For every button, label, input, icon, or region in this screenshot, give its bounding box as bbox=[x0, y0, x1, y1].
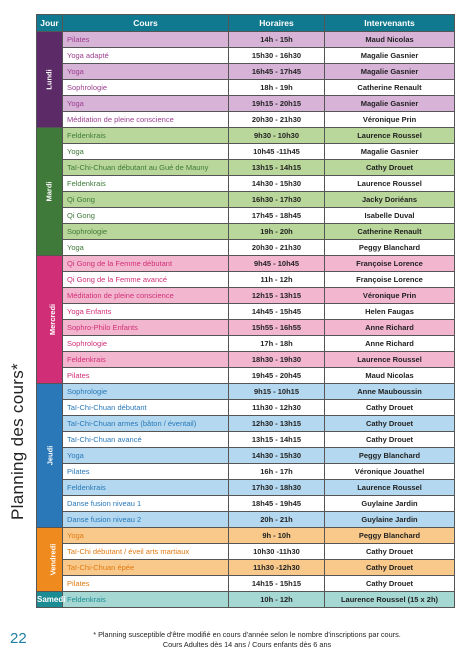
table-row bbox=[37, 384, 455, 400]
day-cell-mardi bbox=[37, 128, 63, 256]
course-teacher: Laurence Roussel bbox=[325, 480, 455, 496]
course-teacher: Magalie Gasnier bbox=[325, 96, 455, 112]
course-time: 9h15 - 10h15 bbox=[229, 384, 325, 400]
course-name: Pilates bbox=[63, 464, 229, 480]
course-name: Feldenkrais bbox=[63, 176, 229, 192]
header-horaires: Horaires bbox=[229, 15, 325, 32]
table-row bbox=[37, 48, 455, 64]
course-teacher: Laurence Roussel (15 x 2h) bbox=[325, 592, 455, 608]
course-time: 13h15 - 14h15 bbox=[229, 432, 325, 448]
course-time: 19h - 20h bbox=[229, 224, 325, 240]
course-teacher: Véronique Jouathel bbox=[325, 464, 455, 480]
course-name: Taï-Chi-Chuan épée bbox=[63, 560, 229, 576]
course-name: Qi Gong bbox=[63, 208, 229, 224]
course-teacher: Guylaine Jardin bbox=[325, 512, 455, 528]
course-teacher: Peggy Blanchard bbox=[325, 448, 455, 464]
table-row bbox=[37, 112, 455, 128]
footnote-line-2: Cours Adultes dès 14 ans / Cours enfants dès 6 ans bbox=[162, 640, 332, 649]
schedule-body bbox=[37, 32, 455, 608]
table-row bbox=[37, 560, 455, 576]
course-time: 10h45 -11h45 bbox=[229, 144, 325, 160]
course-name: Feldenkrais bbox=[63, 480, 229, 496]
course-teacher: Laurence Roussel bbox=[325, 176, 455, 192]
course-time: 18h45 - 19h45 bbox=[229, 496, 325, 512]
course-time: 17h - 18h bbox=[229, 336, 325, 352]
table-row bbox=[37, 416, 455, 432]
page-number: 22 bbox=[10, 630, 27, 647]
course-time: 20h30 - 21h30 bbox=[229, 112, 325, 128]
course-time: 17h30 - 18h30 bbox=[229, 480, 325, 496]
course-name: Yoga bbox=[63, 448, 229, 464]
course-teacher: Peggy Blanchard bbox=[325, 240, 455, 256]
header-intervenants: Intervenants bbox=[325, 15, 455, 32]
course-time: 10h30 -11h30 bbox=[229, 544, 325, 560]
course-name: Qi Gong de la Femme débutant bbox=[63, 256, 229, 272]
course-teacher: Magalie Gasnier bbox=[325, 48, 455, 64]
day-cell-mercredi bbox=[37, 256, 63, 384]
course-teacher: Cathy Drouet bbox=[325, 432, 455, 448]
course-teacher: Anne Richard bbox=[325, 336, 455, 352]
table-row bbox=[37, 272, 455, 288]
table-row bbox=[37, 256, 455, 272]
course-name: Feldenkrais bbox=[63, 128, 229, 144]
table-row bbox=[37, 464, 455, 480]
course-name: Sophrologie bbox=[63, 224, 229, 240]
course-name: Pilates bbox=[63, 368, 229, 384]
course-teacher: Laurence Roussel bbox=[325, 352, 455, 368]
course-name: Sophrologie bbox=[63, 80, 229, 96]
table-row bbox=[37, 320, 455, 336]
course-time: 14h30 - 15h30 bbox=[229, 176, 325, 192]
course-teacher: Cathy Drouet bbox=[325, 416, 455, 432]
table-row bbox=[37, 368, 455, 384]
course-teacher: Cathy Drouet bbox=[325, 400, 455, 416]
course-name: Yoga bbox=[63, 528, 229, 544]
course-time: 12h30 - 13h15 bbox=[229, 416, 325, 432]
course-name: Yoga bbox=[63, 240, 229, 256]
course-teacher: Cathy Drouet bbox=[325, 160, 455, 176]
course-name: Yoga adapté bbox=[63, 48, 229, 64]
course-name: Qi Gong de la Femme avancé bbox=[63, 272, 229, 288]
table-row bbox=[37, 128, 455, 144]
table-row bbox=[37, 496, 455, 512]
course-time: 11h - 12h bbox=[229, 272, 325, 288]
table-row bbox=[37, 96, 455, 112]
schedule-table bbox=[36, 14, 455, 608]
course-time: 9h - 10h bbox=[229, 528, 325, 544]
table-row bbox=[37, 352, 455, 368]
day-label: Mardi bbox=[44, 181, 54, 202]
table-row bbox=[37, 64, 455, 80]
table-row bbox=[37, 304, 455, 320]
course-name: Sophrologie bbox=[63, 336, 229, 352]
course-teacher: Peggy Blanchard bbox=[325, 528, 455, 544]
course-time: 15h30 - 16h30 bbox=[229, 48, 325, 64]
course-teacher: Véronique Prin bbox=[325, 288, 455, 304]
course-time: 18h - 19h bbox=[229, 80, 325, 96]
day-cell-samedi bbox=[37, 592, 66, 608]
day-label: Mercredi bbox=[48, 303, 58, 336]
course-name: Yoga Enfants bbox=[63, 304, 229, 320]
footnote bbox=[40, 630, 454, 650]
course-name: Pilates bbox=[63, 576, 229, 592]
course-name: Yoga bbox=[63, 64, 229, 80]
course-teacher: Magalie Gasnier bbox=[325, 144, 455, 160]
day-cell-lundi bbox=[37, 32, 63, 128]
course-teacher: Isabelle Duval bbox=[325, 208, 455, 224]
day-cell-jeudi bbox=[37, 384, 63, 528]
course-time: 14h - 15h bbox=[229, 32, 325, 48]
table-row bbox=[37, 160, 455, 176]
course-name: Danse fusion niveau 2 bbox=[63, 512, 229, 528]
course-name: Sophro-Philo Enfants bbox=[63, 320, 229, 336]
course-time: 17h45 - 18h45 bbox=[229, 208, 325, 224]
day-label: Lundi bbox=[44, 69, 54, 90]
table-row bbox=[37, 400, 455, 416]
day-label: Jeudi bbox=[45, 445, 54, 466]
course-teacher: Helen Faugas bbox=[325, 304, 455, 320]
course-time: 19h15 - 20h15 bbox=[229, 96, 325, 112]
table-row bbox=[37, 336, 455, 352]
course-teacher: Maud Nicolas bbox=[325, 368, 455, 384]
table-row bbox=[37, 80, 455, 96]
course-name: Sophrologie bbox=[63, 384, 229, 400]
course-time: 15h55 - 16h55 bbox=[229, 320, 325, 336]
course-time: 13h15 - 14h15 bbox=[229, 160, 325, 176]
header-cours: Cours bbox=[63, 15, 229, 32]
course-teacher: Catherine Renault bbox=[325, 80, 455, 96]
course-name: Yoga bbox=[63, 96, 229, 112]
table-row bbox=[37, 224, 455, 240]
course-time: 9h30 - 10h30 bbox=[229, 128, 325, 144]
course-teacher: Laurence Roussel bbox=[325, 128, 455, 144]
course-teacher: Anne Mauboussin bbox=[325, 384, 455, 400]
course-time: 14h45 - 15h45 bbox=[229, 304, 325, 320]
course-name: Méditation de pleine conscience bbox=[63, 288, 229, 304]
table-row bbox=[37, 480, 455, 496]
course-time: 11h30 - 12h30 bbox=[229, 400, 325, 416]
table-row bbox=[37, 208, 455, 224]
course-name: Feldenkrais bbox=[63, 592, 229, 608]
table-row bbox=[37, 32, 455, 48]
course-name: Taï-Chi-Chuan armes (bâton / éventail) bbox=[63, 416, 229, 432]
course-name: Danse fusion niveau 1 bbox=[63, 496, 229, 512]
table-row bbox=[37, 592, 455, 608]
course-time: 20h - 21h bbox=[229, 512, 325, 528]
table-row bbox=[37, 512, 455, 528]
course-time: 12h15 - 13h15 bbox=[229, 288, 325, 304]
course-teacher: Cathy Drouet bbox=[325, 576, 455, 592]
course-name: Taï-Chi-Chuan débutant bbox=[63, 400, 229, 416]
course-teacher: Magalie Gasnier bbox=[325, 64, 455, 80]
table-row bbox=[37, 192, 455, 208]
course-teacher: Anne Richard bbox=[325, 320, 455, 336]
course-teacher: Guylaine Jardin bbox=[325, 496, 455, 512]
course-name: Taï-Chi-Chuan débutant au Gué de Mauny bbox=[63, 160, 229, 176]
course-time: 10h - 12h bbox=[229, 592, 325, 608]
header-jour: Jour bbox=[37, 15, 63, 32]
table-row bbox=[37, 432, 455, 448]
course-time: 16h45 - 17h45 bbox=[229, 64, 325, 80]
course-name: Feldenkrais bbox=[63, 352, 229, 368]
course-time: 9h45 - 10h45 bbox=[229, 256, 325, 272]
page-side-title: Planning des cours* bbox=[8, 363, 27, 520]
course-teacher: Françoise Lorence bbox=[325, 272, 455, 288]
day-cell-vendredi bbox=[37, 528, 63, 592]
course-teacher: Cathy Drouet bbox=[325, 544, 455, 560]
table-row bbox=[37, 576, 455, 592]
course-time: 18h30 - 19h30 bbox=[229, 352, 325, 368]
course-time: 11h30 -12h30 bbox=[229, 560, 325, 576]
footnote-line-1: * Planning susceptible d'être modifié en cours d'année selon le nombre d'inscriptions par cours. bbox=[93, 630, 401, 639]
course-teacher: Cathy Drouet bbox=[325, 560, 455, 576]
table-row bbox=[37, 240, 455, 256]
course-name: Pilates bbox=[63, 32, 229, 48]
course-teacher: Véronique Prin bbox=[325, 112, 455, 128]
course-name: Taï-Chi débutant / éveil arts martiaux bbox=[63, 544, 229, 560]
course-time: 16h30 - 17h30 bbox=[229, 192, 325, 208]
table-row bbox=[37, 544, 455, 560]
course-time: 14h15 - 15h15 bbox=[229, 576, 325, 592]
course-teacher: Françoise Lorence bbox=[325, 256, 455, 272]
course-time: 16h - 17h bbox=[229, 464, 325, 480]
table-row bbox=[37, 528, 455, 544]
table-row bbox=[37, 448, 455, 464]
course-name: Taï-Chi-Chuan avancé bbox=[63, 432, 229, 448]
table-header-row bbox=[37, 15, 455, 32]
course-teacher: Maud Nicolas bbox=[325, 32, 455, 48]
table-row bbox=[37, 288, 455, 304]
course-name: Qi Gong bbox=[63, 192, 229, 208]
course-teacher: Jacky Doriéans bbox=[325, 192, 455, 208]
table-row bbox=[37, 176, 455, 192]
course-name: Yoga bbox=[63, 144, 229, 160]
course-teacher: Catherine Renault bbox=[325, 224, 455, 240]
course-time: 19h45 - 20h45 bbox=[229, 368, 325, 384]
course-name: Méditation de pleine conscience bbox=[63, 112, 229, 128]
course-time: 20h30 - 21h30 bbox=[229, 240, 325, 256]
day-label: Samedi bbox=[37, 595, 66, 604]
table-row bbox=[37, 144, 455, 160]
day-label: Vendredi bbox=[48, 543, 58, 576]
course-time: 14h30 - 15h30 bbox=[229, 448, 325, 464]
